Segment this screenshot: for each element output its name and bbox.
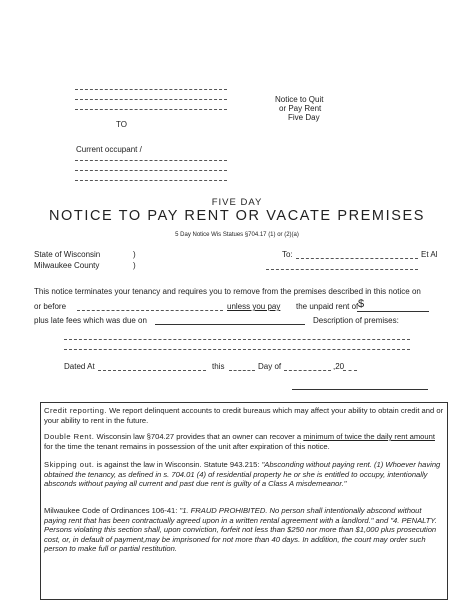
dated-at-line[interactable]: [98, 370, 206, 371]
unpaid-rent-label: the unpaid rent of: [296, 302, 359, 311]
due-on-label: plus late fees which was due on: [34, 316, 147, 325]
signature-line[interactable]: [292, 389, 428, 390]
vacate-date-line[interactable]: [77, 310, 223, 311]
current-occupant-label: Current occupant /: [76, 145, 142, 154]
rent-amount-line[interactable]: [357, 311, 429, 312]
skipping-out-paragraph: [44, 460, 444, 489]
address-line-1[interactable]: [75, 89, 227, 90]
occupant-line-1[interactable]: [75, 160, 227, 161]
title-kicker: FIVE DAY: [211, 197, 263, 208]
termination-text: This notice terminates your tenancy and requires you to remove from the premises described in this notice on: [34, 287, 421, 296]
credit-reporting-text: We report delinquent accounts to credit bureaus which may affect your ability to obtain credit and or your ability to rent in the future.: [44, 406, 444, 425]
tenant-name-line[interactable]: [296, 258, 418, 259]
ordinance-paragraph: [44, 506, 444, 554]
month-line[interactable]: [284, 370, 331, 371]
year-line[interactable]: [343, 370, 357, 371]
or-before-label: or before: [34, 302, 67, 311]
to-label: TO: [116, 120, 127, 129]
occupant-line-2[interactable]: [75, 170, 227, 171]
paren-2: ): [133, 261, 136, 270]
skipping-out-heading: Skipping out.: [44, 460, 95, 469]
skipping-out-statute: "Absconding without paying rent. (1) Whoever having obtained the tenancy, as defined in s. 704.01 (4) of residential property he or she is entitled to occupy, intentionally absconds without paying all current and past due rent is guilty of a Class A misdemeanor.": [44, 460, 441, 489]
description-label: Description of premises:: [313, 316, 399, 325]
address-line-3[interactable]: [75, 109, 227, 110]
day-line[interactable]: [229, 370, 255, 371]
double-rent-paragraph: [44, 432, 444, 451]
description-line-2[interactable]: [64, 349, 410, 350]
unless-you-pay-label: unless you pay: [227, 302, 281, 311]
description-line-1[interactable]: [64, 339, 410, 340]
notice-line-1: Notice to Quit: [275, 95, 324, 104]
double-rent-heading: Double Rent.: [44, 432, 95, 441]
credit-reporting-heading: Credit reporting.: [44, 406, 107, 415]
ordinance-quote: "1. FRAUD PROHIBITED. No person shall intentionally abscond without paying rent that has been contractually agreed upon in a written rental agreement with a landlord." and "4. PENALTY. Persons violating this section shall, upon conviction, forfeit not less than $250 nor more than $1,000 plus prosecution cost, or, in default of payment,may be imprisoned for not more than 40 days. In addition, the court may order such person to make full or partial restitution.: [44, 506, 437, 554]
year-label: ,20: [333, 362, 345, 371]
statute-reference: 5 Day Notice Wis Statues §704.17 (1) or (2)(a): [175, 232, 299, 238]
to-party-label: To:: [282, 250, 293, 259]
due-date-line[interactable]: [155, 324, 305, 325]
double-rent-underlined: minimum of twice the daily rent amount: [303, 432, 435, 441]
notice-line-3: Five Day: [288, 113, 320, 122]
et-al-label: Et Al: [421, 250, 438, 259]
county-label: Milwaukee County: [34, 261, 100, 270]
dated-at-label: Dated At: [64, 362, 95, 371]
skipping-out-text: is against the law in Wisconsin. Statute 943.215:: [94, 460, 262, 469]
page-title: NOTICE TO PAY RENT OR VACATE PREMISES: [48, 208, 426, 224]
notice-line-2: or Pay Rent: [279, 104, 322, 113]
occupant-line-3[interactable]: [75, 180, 227, 181]
double-rent-text-b: for the time the tenant remains in possession of the unit after expiration of this notice.: [44, 441, 330, 451]
dollar-sign: $: [358, 298, 365, 310]
day-of-label: Day of: [258, 362, 282, 371]
address-line-2[interactable]: [75, 99, 227, 100]
credit-reporting-paragraph: [44, 406, 444, 425]
ordinance-text: Milwaukee Code of Ordinances 106-41:: [44, 506, 180, 515]
tenant-address-line[interactable]: [266, 269, 418, 270]
paren-1: ): [133, 250, 136, 259]
double-rent-text-a: Wisconsin law §704.27 provides that an owner can recover a: [94, 432, 304, 441]
state-label: State of Wisconsin: [34, 250, 101, 259]
this-label: this: [212, 362, 225, 371]
